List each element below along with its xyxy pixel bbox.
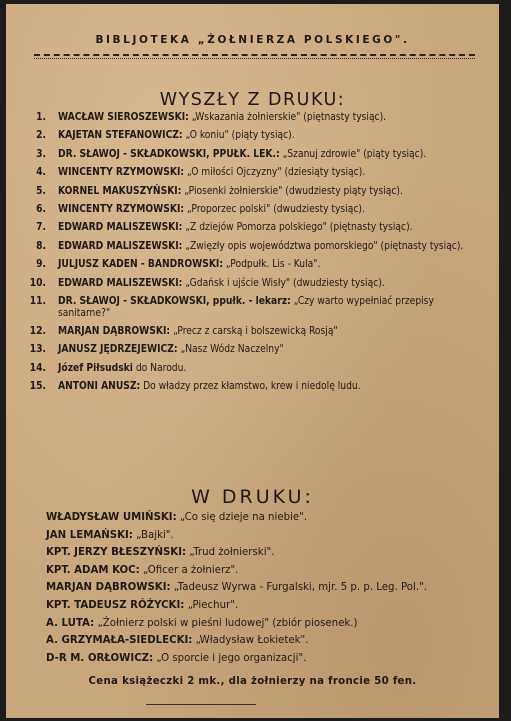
published-item [26, 259, 483, 271]
item-author: EDWARD MALISZEWSKI: [58, 222, 183, 234]
item-author: EDWARD MALISZEWSKI: [58, 277, 183, 289]
published-item [26, 278, 483, 290]
item-title: „Szanuj zdrowie" (piąty tysiąc). [282, 148, 427, 160]
in-print-item [46, 530, 483, 542]
item-author: ANTONI ANUSZ: [58, 381, 141, 393]
item-title: „Władysław Łokietek". [195, 635, 309, 647]
in-print-item [46, 653, 483, 665]
item-author: Józef Piłsudski [58, 362, 133, 374]
published-item [26, 186, 483, 198]
price-note: Cena książeczki 2 mk., dla żołnierzy na froncie 50 fen. [88, 676, 417, 687]
item-author: EDWARD MALISZEWSKI: [58, 240, 183, 252]
in-print-item [46, 512, 483, 524]
item-author: JAN LEMAŃSKI: [46, 529, 133, 541]
in-print-item [46, 635, 483, 647]
item-author: KPT. JERZY BŁESZYŃSKI: [46, 547, 187, 559]
item-title: „Proporzec polski" (dwudziesty tysiąc). [187, 203, 365, 215]
in-print-item [46, 565, 483, 577]
in-print-heading: W DRUKU: [191, 486, 314, 508]
item-number: 5. [36, 185, 46, 197]
item-number: 12. [29, 325, 46, 337]
in-print-item [46, 600, 483, 612]
item-title: „Piechur". [187, 599, 239, 611]
item-author: DR. SŁAWOJ - SKŁADKOWSKI, ppułk. - lekarz: [58, 295, 291, 307]
item-number: 6. [36, 203, 46, 215]
item-title: „Czy warto wypełniać przepisy sanitarne?" [58, 295, 434, 319]
item-number: 14. [29, 362, 46, 374]
published-item [26, 344, 483, 356]
item-title: Do władzy przez kłamstwo, krew i niedolę ludu. [143, 381, 361, 393]
item-title: „Co się dzieje na niebie". [179, 512, 308, 523]
in-print-item [46, 547, 483, 559]
back-cover [6, 4, 499, 718]
item-author: JANUSZ JĘDRZEJEWICZ: [58, 344, 178, 356]
item-title: „Nasz Wódz Naczelny" [180, 344, 284, 356]
item-title: „Precz z carską i bolszewicką Rosją" [172, 325, 338, 337]
item-author: A. LUTA: [46, 617, 95, 629]
item-author: MARJAN DĄBROWSKI: [58, 325, 171, 337]
item-number: 13. [29, 344, 46, 356]
item-author: WŁADYSŁAW UMIŃSKI: [46, 512, 177, 523]
item-author: D-R M. ORŁOWICZ: [46, 652, 154, 664]
item-author: A. GRZYMAŁA-SIEDLECKI: [46, 635, 193, 647]
item-title: „O sporcie i jego organizacji". [156, 652, 307, 664]
published-item [26, 167, 483, 179]
item-title: „O miłości Ojczyzny" (dziesiąty tysiąc). [187, 167, 366, 179]
published-item [26, 381, 483, 393]
item-number: 11. [29, 295, 46, 307]
item-author: KPT. TADEUSZ RÓŻYCKI: [46, 599, 185, 611]
item-author: WINCENTY RZYMOWSKI: [58, 167, 185, 179]
item-title: „Zwięzły opis województwa pomorskiego" (piętnasty tysiąc). [185, 240, 464, 252]
item-number: 3. [36, 148, 46, 160]
item-title: do Narodu. [135, 362, 187, 374]
item-author: DR. SŁAWOJ - SKŁADKOWSKI, PPUŁK. LEK.: [58, 148, 280, 160]
bottom-rule [146, 704, 256, 705]
in-print-item [46, 618, 483, 630]
in-print-item [46, 582, 483, 594]
item-title: „Gdańsk i ujście Wisły" (dwudziesty tysiąc). [185, 277, 385, 289]
published-item [26, 149, 483, 161]
in-print-list [46, 512, 483, 670]
item-author: MARJAN DĄBROWSKI: [46, 582, 171, 594]
item-title: „Tadeusz Wyrwa - Furgalski, mjr. 5 p. p. Leg. Pol.". [173, 582, 428, 594]
item-title: „Trud żołnierski". [189, 547, 275, 559]
item-title: „Z dziejów Pomorza polskiego" (piętnasty tysiąc). [185, 222, 413, 234]
item-author: KPT. ADAM KOC: [46, 564, 140, 576]
published-list [26, 112, 483, 399]
item-number: 1. [36, 112, 46, 123]
item-title: „Wskazania żołnierskie" (piętnasty tysiąc). [191, 112, 387, 123]
item-number: 2. [36, 130, 46, 142]
item-author: JULJUSZ KADEN - BANDROWSKI: [58, 259, 223, 271]
item-title: „O koniu" (piąty tysiąc). [185, 130, 295, 142]
item-title: „Oficer a żołnierz". [143, 564, 239, 576]
item-title: „Żołnierz polski w pieśni ludowej" (zbiór piosenek.) [97, 617, 358, 629]
published-item [26, 326, 483, 338]
item-number: 7. [36, 222, 46, 234]
item-title: „Podpułk. Lis - Kula". [225, 259, 321, 271]
item-title: „Piosenki żołnierskie" (dwudziesty piąty tysiąc). [184, 185, 403, 197]
published-item [26, 296, 483, 319]
divider-secondary [34, 58, 475, 59]
published-item [26, 222, 483, 234]
item-author: WINCENTY RZYMOWSKI: [58, 203, 185, 215]
divider [34, 54, 475, 56]
published-item [26, 241, 483, 253]
item-number: 4. [36, 167, 46, 179]
item-number: 9. [36, 259, 46, 271]
item-number: 8. [36, 240, 46, 252]
item-author: WACŁAW SIEROSZEWSKI: [58, 112, 189, 123]
item-number: 15. [29, 381, 46, 393]
item-author: KORNEL MAKUSZYŃSKI: [58, 185, 182, 197]
published-item [26, 130, 483, 142]
item-title: „Bajki". [136, 529, 174, 541]
item-author: KAJETAN STEFANOWICZ: [58, 130, 183, 142]
published-heading: WYSZŁY Z DRUKU: [159, 90, 346, 110]
published-item [26, 363, 483, 375]
published-item [26, 112, 483, 124]
series-title: BIBLJOTEKA „ŻOŁNIERZA POLSKIEGO". [95, 34, 410, 46]
published-item [26, 204, 483, 216]
item-number: 10. [29, 277, 46, 289]
